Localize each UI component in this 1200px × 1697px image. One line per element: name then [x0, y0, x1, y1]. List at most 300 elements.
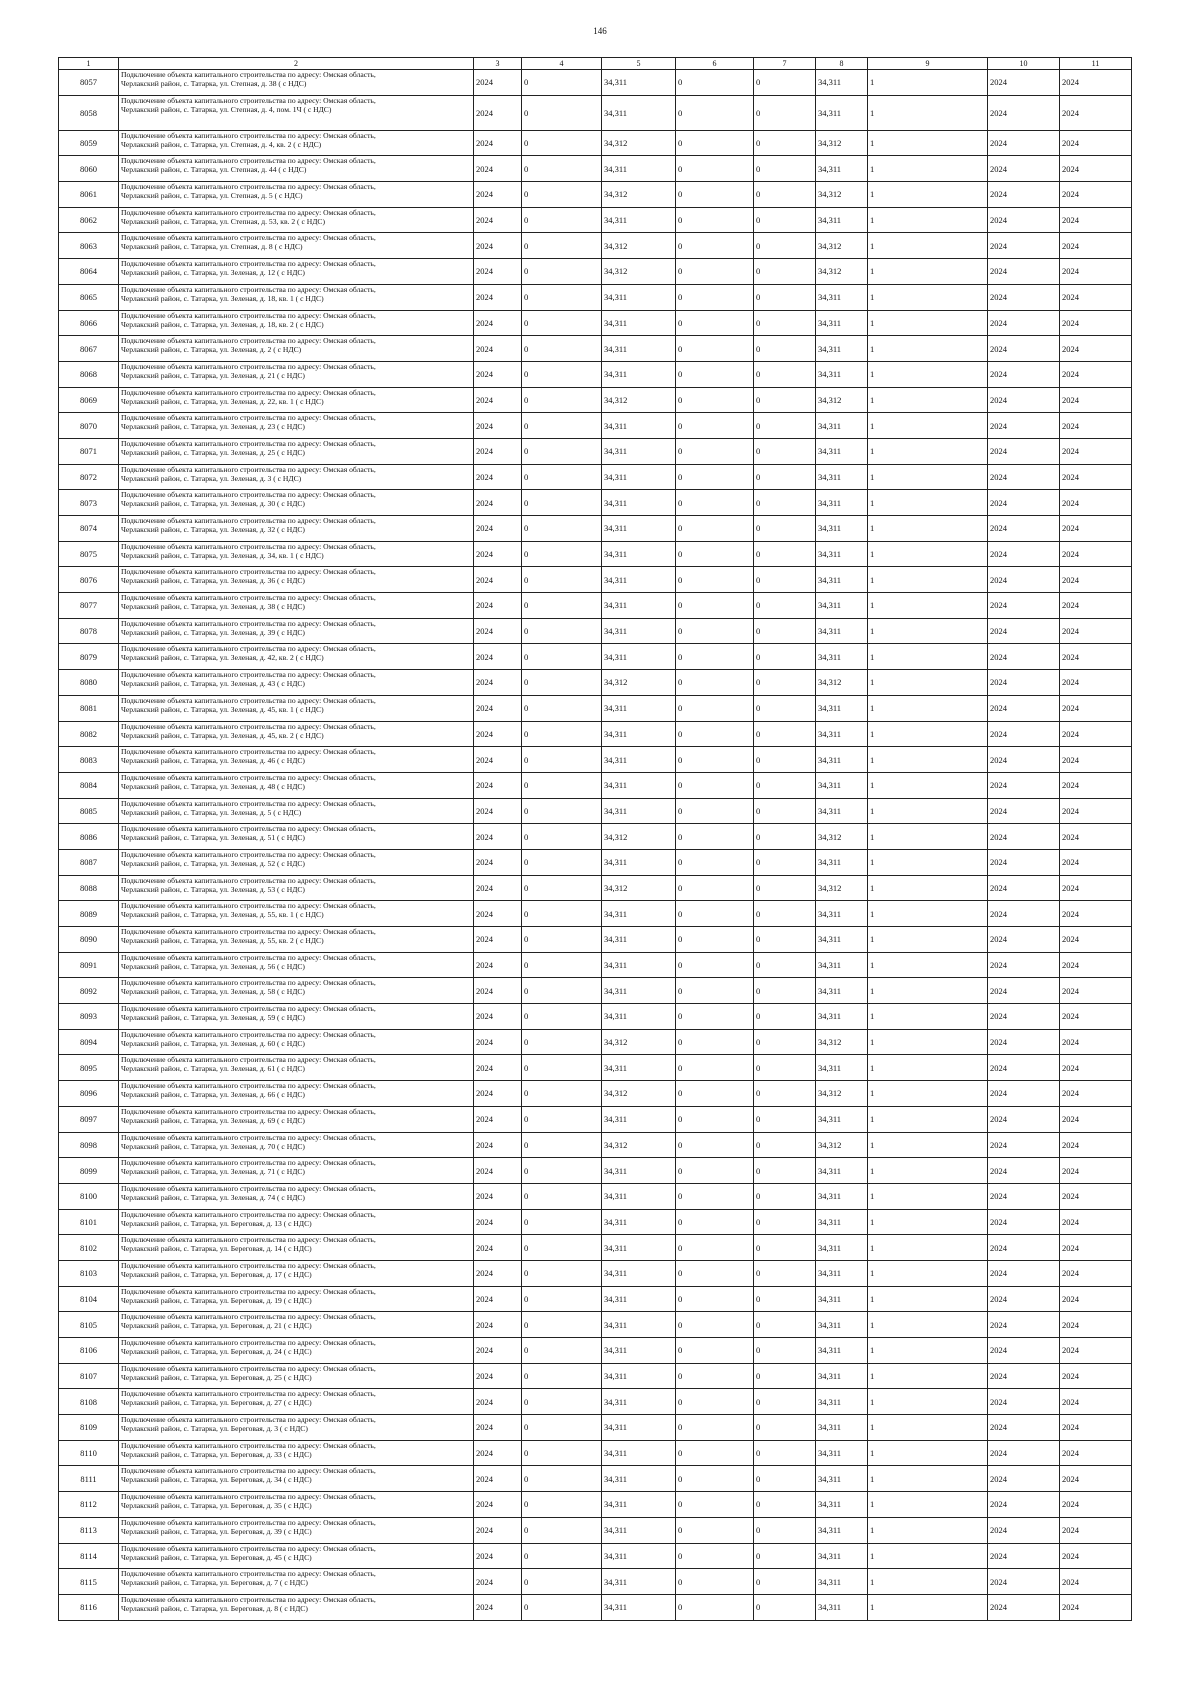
description-line-2: Черлакский район, с. Татарка, ул. Зеленая, д. 18, кв. 1 ( с НДС)	[121, 293, 324, 303]
description-cell	[119, 593, 474, 619]
value-cell-c6: 0	[676, 1363, 754, 1389]
value-cell-c7: 0	[754, 413, 816, 439]
table-row	[59, 1029, 1132, 1055]
value-cell-c10: 2024	[988, 644, 1060, 670]
value-cell-c10: 2024	[988, 70, 1060, 96]
value-cell-c6: 0	[676, 1440, 754, 1466]
description-line-1: Подключение объекта капитального строительства по адресу: Омская область,	[121, 618, 376, 628]
value-cell-c5: 34,311	[602, 1415, 676, 1441]
row-number-cell: 8099	[59, 1158, 119, 1184]
value-cell-c3: 2024	[474, 593, 522, 619]
value-cell-c5: 34,311	[602, 1389, 676, 1415]
value-cell-c4: 0	[522, 233, 602, 259]
value-cell-c7: 0	[754, 1569, 816, 1595]
value-cell-c9: 1	[868, 259, 988, 285]
row-number-cell: 8077	[59, 593, 119, 619]
table-row	[59, 70, 1132, 96]
value-cell-c3: 2024	[474, 1286, 522, 1312]
value-cell-c3: 2024	[474, 130, 522, 156]
row-number-cell: 8059	[59, 130, 119, 156]
value-cell-c3: 2024	[474, 1517, 522, 1543]
description-line-1: Подключение объекта капитального строительства по адресу: Омская область,	[121, 1415, 376, 1425]
value-cell-c8: 34,311	[816, 1055, 868, 1081]
description-line-1: Подключение объекта капитального строительства по адресу: Омская область,	[121, 1235, 376, 1245]
value-cell-c7: 0	[754, 1338, 816, 1364]
value-cell-c5: 34,311	[602, 361, 676, 387]
value-cell-c11: 2024	[1060, 1517, 1132, 1543]
value-cell-c8: 34,311	[816, 1492, 868, 1518]
value-cell-c11: 2024	[1060, 387, 1132, 413]
description-cell	[119, 1363, 474, 1389]
description-cell	[119, 1517, 474, 1543]
column-header: 3	[474, 58, 522, 70]
description-cell	[119, 1338, 474, 1364]
value-cell-c4: 0	[522, 1389, 602, 1415]
value-cell-c6: 0	[676, 824, 754, 850]
value-cell-c9: 1	[868, 1209, 988, 1235]
value-cell-c3: 2024	[474, 670, 522, 696]
value-cell-c3: 2024	[474, 70, 522, 96]
description-line-2: Черлакский район, с. Татарка, ул. Зеленая, д. 46 ( с НДС)	[121, 756, 305, 766]
row-number-cell: 8084	[59, 772, 119, 798]
value-cell-c5: 34,311	[602, 695, 676, 721]
value-cell-c5: 34,312	[602, 1132, 676, 1158]
table-row	[59, 95, 1132, 130]
value-cell-c9: 1	[868, 130, 988, 156]
value-cell-c10: 2024	[988, 156, 1060, 182]
value-cell-c8: 34,311	[816, 1517, 868, 1543]
value-cell-c11: 2024	[1060, 1569, 1132, 1595]
description-line-2: Черлакский район, с. Татарка, ул. Береговая, д. 19 ( с НДС)	[121, 1295, 312, 1305]
value-cell-c5: 34,311	[602, 70, 676, 96]
value-cell-c10: 2024	[988, 849, 1060, 875]
description-cell	[119, 413, 474, 439]
value-cell-c6: 0	[676, 644, 754, 670]
value-cell-c8: 34,312	[816, 670, 868, 696]
value-cell-c6: 0	[676, 1312, 754, 1338]
value-cell-c7: 0	[754, 207, 816, 233]
value-cell-c10: 2024	[988, 1158, 1060, 1184]
value-cell-c3: 2024	[474, 207, 522, 233]
value-cell-c7: 0	[754, 182, 816, 208]
value-cell-c7: 0	[754, 747, 816, 773]
value-cell-c3: 2024	[474, 310, 522, 336]
value-cell-c6: 0	[676, 1594, 754, 1620]
value-cell-c8: 34,311	[816, 95, 868, 130]
value-cell-c7: 0	[754, 1517, 816, 1543]
description-cell	[119, 978, 474, 1004]
value-cell-c5: 34,312	[602, 233, 676, 259]
row-number-cell: 8092	[59, 978, 119, 1004]
description-line-2: Черлакский район, с. Татарка, ул. Зеленая, д. 21 ( с НДС)	[121, 370, 305, 380]
value-cell-c5: 34,311	[602, 1338, 676, 1364]
value-cell-c4: 0	[522, 490, 602, 516]
value-cell-c3: 2024	[474, 1415, 522, 1441]
table-row	[59, 1363, 1132, 1389]
row-number-cell: 8089	[59, 901, 119, 927]
value-cell-c10: 2024	[988, 516, 1060, 542]
value-cell-c10: 2024	[988, 1055, 1060, 1081]
value-cell-c6: 0	[676, 1106, 754, 1132]
description-cell	[119, 1286, 474, 1312]
row-number-cell: 8114	[59, 1543, 119, 1569]
value-cell-c6: 0	[676, 95, 754, 130]
table-row	[59, 1492, 1132, 1518]
value-cell-c9: 1	[868, 207, 988, 233]
value-cell-c6: 0	[676, 593, 754, 619]
value-cell-c9: 1	[868, 695, 988, 721]
value-cell-c4: 0	[522, 95, 602, 130]
value-cell-c3: 2024	[474, 824, 522, 850]
value-cell-c11: 2024	[1060, 361, 1132, 387]
value-cell-c10: 2024	[988, 1569, 1060, 1595]
column-header: 7	[754, 58, 816, 70]
value-cell-c6: 0	[676, 130, 754, 156]
description-line-2: Черлакский район, с. Татарка, ул. Степная, д. 4, кв. 2 ( с НДС)	[121, 139, 322, 149]
value-cell-c3: 2024	[474, 1569, 522, 1595]
value-cell-c9: 1	[868, 927, 988, 953]
table-row	[59, 1106, 1132, 1132]
row-number-cell: 8082	[59, 721, 119, 747]
value-cell-c3: 2024	[474, 644, 522, 670]
description-cell	[119, 618, 474, 644]
value-cell-c4: 0	[522, 798, 602, 824]
description-line-1: Подключение объекта капитального строительства по адресу: Омская область,	[121, 207, 376, 217]
value-cell-c9: 1	[868, 978, 988, 1004]
value-cell-c10: 2024	[988, 464, 1060, 490]
value-cell-c9: 1	[868, 1440, 988, 1466]
value-cell-c9: 1	[868, 1235, 988, 1261]
value-cell-c4: 0	[522, 336, 602, 362]
value-cell-c4: 0	[522, 1517, 602, 1543]
value-cell-c6: 0	[676, 387, 754, 413]
description-cell	[119, 490, 474, 516]
value-cell-c11: 2024	[1060, 1081, 1132, 1107]
value-cell-c11: 2024	[1060, 1235, 1132, 1261]
column-header: 4	[522, 58, 602, 70]
value-cell-c9: 1	[868, 1415, 988, 1441]
value-cell-c4: 0	[522, 438, 602, 464]
description-line-1: Подключение объекта капитального строительства по адресу: Омская область,	[121, 541, 376, 551]
value-cell-c9: 1	[868, 644, 988, 670]
row-number-cell: 8064	[59, 259, 119, 285]
value-cell-c8: 34,312	[816, 875, 868, 901]
value-cell-c4: 0	[522, 1004, 602, 1030]
value-cell-c8: 34,312	[816, 824, 868, 850]
value-cell-c6: 0	[676, 1517, 754, 1543]
description-line-2: Черлакский район, с. Татарка, ул. Зеленая, д. 5 ( с НДС)	[121, 807, 302, 817]
value-cell-c7: 0	[754, 310, 816, 336]
value-cell-c4: 0	[522, 747, 602, 773]
value-cell-c8: 34,311	[816, 1106, 868, 1132]
value-cell-c4: 0	[522, 644, 602, 670]
value-cell-c4: 0	[522, 824, 602, 850]
value-cell-c4: 0	[522, 1466, 602, 1492]
table-row	[59, 1543, 1132, 1569]
description-line-2: Черлакский район, с. Татарка, ул. Степная, д. 5 ( с НДС)	[121, 191, 303, 201]
value-cell-c4: 0	[522, 1492, 602, 1518]
value-cell-c10: 2024	[988, 387, 1060, 413]
description-line-2: Черлакский район, с. Татарка, ул. Береговая, д. 39 ( с НДС)	[121, 1526, 312, 1536]
description-line-2: Черлакский район, с. Татарка, ул. Зеленая, д. 51 ( с НДС)	[121, 833, 305, 843]
value-cell-c10: 2024	[988, 233, 1060, 259]
value-cell-c7: 0	[754, 593, 816, 619]
value-cell-c3: 2024	[474, 695, 522, 721]
value-cell-c9: 1	[868, 1004, 988, 1030]
table-row	[59, 438, 1132, 464]
value-cell-c4: 0	[522, 1338, 602, 1364]
value-cell-c6: 0	[676, 772, 754, 798]
table-row	[59, 1466, 1132, 1492]
value-cell-c4: 0	[522, 1260, 602, 1286]
description-line-1: Подключение объекта капитального строительства по адресу: Омская область,	[121, 1466, 376, 1476]
row-number-cell: 8086	[59, 824, 119, 850]
value-cell-c6: 0	[676, 927, 754, 953]
value-cell-c10: 2024	[988, 1363, 1060, 1389]
row-number-cell: 8069	[59, 387, 119, 413]
value-cell-c5: 34,311	[602, 438, 676, 464]
description-cell	[119, 1055, 474, 1081]
description-line-2: Черлакский район, с. Татарка, ул. Зеленая, д. 71 ( с НДС)	[121, 1167, 305, 1177]
row-number-cell: 8103	[59, 1260, 119, 1286]
value-cell-c7: 0	[754, 1363, 816, 1389]
description-cell	[119, 1543, 474, 1569]
value-cell-c8: 34,311	[816, 1363, 868, 1389]
description-line-2: Черлакский район, с. Татарка, ул. Зеленая, д. 55, кв. 2 ( с НДС)	[121, 936, 324, 945]
value-cell-c4: 0	[522, 1106, 602, 1132]
value-cell-c8: 34,311	[816, 1286, 868, 1312]
value-cell-c5: 34,311	[602, 516, 676, 542]
value-cell-c7: 0	[754, 670, 816, 696]
value-cell-c3: 2024	[474, 1466, 522, 1492]
table-row	[59, 541, 1132, 567]
value-cell-c6: 0	[676, 1158, 754, 1184]
value-cell-c5: 34,311	[602, 1235, 676, 1261]
row-number-cell: 8100	[59, 1183, 119, 1209]
value-cell-c8: 34,311	[816, 361, 868, 387]
value-cell-c8: 34,311	[816, 952, 868, 978]
row-number-cell: 8113	[59, 1517, 119, 1543]
value-cell-c4: 0	[522, 1209, 602, 1235]
column-header: 2	[119, 58, 474, 70]
value-cell-c6: 0	[676, 464, 754, 490]
value-cell-c5: 34,312	[602, 1029, 676, 1055]
value-cell-c4: 0	[522, 310, 602, 336]
value-cell-c7: 0	[754, 798, 816, 824]
value-cell-c7: 0	[754, 1158, 816, 1184]
value-cell-c11: 2024	[1060, 156, 1132, 182]
table-row	[59, 644, 1132, 670]
value-cell-c8: 34,311	[816, 927, 868, 953]
value-cell-c6: 0	[676, 361, 754, 387]
description-line-2: Черлакский район, с. Татарка, ул. Зеленая, д. 74 ( с НДС)	[121, 1192, 305, 1202]
table-body	[59, 70, 1132, 1621]
value-cell-c6: 0	[676, 336, 754, 362]
description-line-2: Черлакский район, с. Татарка, ул. Береговая, д. 14 ( с НДС)	[121, 1244, 312, 1254]
value-cell-c6: 0	[676, 618, 754, 644]
row-number-cell: 8097	[59, 1106, 119, 1132]
description-line-1: Подключение объекта капитального строительства по адресу: Омская область,	[121, 1338, 376, 1347]
description-line-2: Черлакский район, с. Татарка, ул. Зеленая, д. 43 ( с НДС)	[121, 679, 305, 689]
description-cell	[119, 130, 474, 156]
value-cell-c7: 0	[754, 618, 816, 644]
value-cell-c11: 2024	[1060, 1594, 1132, 1620]
value-cell-c8: 34,311	[816, 490, 868, 516]
description-cell	[119, 644, 474, 670]
row-number-cell: 8068	[59, 361, 119, 387]
description-cell	[119, 1569, 474, 1595]
row-number-cell: 8093	[59, 1004, 119, 1030]
value-cell-c11: 2024	[1060, 695, 1132, 721]
value-cell-c9: 1	[868, 618, 988, 644]
value-cell-c9: 1	[868, 233, 988, 259]
row-number-cell: 8079	[59, 644, 119, 670]
column-header: 1	[59, 58, 119, 70]
row-number-cell: 8115	[59, 1569, 119, 1595]
value-cell-c4: 0	[522, 1440, 602, 1466]
value-cell-c8: 34,311	[816, 516, 868, 542]
value-cell-c6: 0	[676, 849, 754, 875]
description-cell	[119, 747, 474, 773]
value-cell-c7: 0	[754, 1260, 816, 1286]
value-cell-c9: 1	[868, 413, 988, 439]
value-cell-c10: 2024	[988, 310, 1060, 336]
value-cell-c7: 0	[754, 1312, 816, 1338]
description-cell	[119, 875, 474, 901]
value-cell-c5: 34,311	[602, 593, 676, 619]
description-cell	[119, 464, 474, 490]
row-number-cell: 8104	[59, 1286, 119, 1312]
value-cell-c7: 0	[754, 875, 816, 901]
value-cell-c8: 34,311	[816, 284, 868, 310]
value-cell-c7: 0	[754, 721, 816, 747]
value-cell-c7: 0	[754, 233, 816, 259]
value-cell-c4: 0	[522, 721, 602, 747]
row-number-cell: 8062	[59, 207, 119, 233]
value-cell-c5: 34,312	[602, 387, 676, 413]
value-cell-c10: 2024	[988, 875, 1060, 901]
value-cell-c4: 0	[522, 1158, 602, 1184]
description-line-1: Подключение объекта капитального строительства по адресу: Омская область,	[121, 1312, 376, 1322]
value-cell-c11: 2024	[1060, 207, 1132, 233]
description-line-1: Подключение объекта капитального строительства по адресу: Омская область,	[121, 259, 376, 269]
value-cell-c7: 0	[754, 772, 816, 798]
description-cell	[119, 336, 474, 362]
value-cell-c9: 1	[868, 952, 988, 978]
value-cell-c9: 1	[868, 593, 988, 619]
description-line-2: Черлакский район, с. Татарка, ул. Зеленая, д. 70 ( с НДС)	[121, 1141, 305, 1151]
row-number-cell: 8071	[59, 438, 119, 464]
table-row	[59, 1081, 1132, 1107]
value-cell-c8: 34,311	[816, 567, 868, 593]
table-row	[59, 182, 1132, 208]
value-cell-c3: 2024	[474, 1183, 522, 1209]
value-cell-c3: 2024	[474, 1312, 522, 1338]
description-line-2: Черлакский район, с. Татарка, ул. Береговая, д. 13 ( с НДС)	[121, 1218, 312, 1228]
table-row	[59, 284, 1132, 310]
value-cell-c7: 0	[754, 952, 816, 978]
value-cell-c3: 2024	[474, 259, 522, 285]
value-cell-c5: 34,312	[602, 182, 676, 208]
description-line-2: Черлакский район, с. Татарка, ул. Зеленая, д. 53 ( с НДС)	[121, 884, 305, 894]
description-line-1: Подключение объекта капитального строительства по адресу: Омская область,	[121, 95, 376, 105]
description-cell	[119, 901, 474, 927]
table-row	[59, 1158, 1132, 1184]
value-cell-c6: 0	[676, 1209, 754, 1235]
value-cell-c7: 0	[754, 130, 816, 156]
value-cell-c10: 2024	[988, 1235, 1060, 1261]
description-cell	[119, 1389, 474, 1415]
value-cell-c8: 34,312	[816, 1132, 868, 1158]
value-cell-c9: 1	[868, 361, 988, 387]
value-cell-c9: 1	[868, 182, 988, 208]
description-line-2: Черлакский район, с. Татарка, ул. Зеленая, д. 58 ( с НДС)	[121, 987, 305, 997]
value-cell-c3: 2024	[474, 438, 522, 464]
value-cell-c11: 2024	[1060, 593, 1132, 619]
value-cell-c4: 0	[522, 259, 602, 285]
column-header: 10	[988, 58, 1060, 70]
description-cell	[119, 1081, 474, 1107]
row-number-cell: 8088	[59, 875, 119, 901]
value-cell-c10: 2024	[988, 130, 1060, 156]
description-cell	[119, 824, 474, 850]
value-cell-c8: 34,311	[816, 798, 868, 824]
value-cell-c9: 1	[868, 849, 988, 875]
value-cell-c4: 0	[522, 1569, 602, 1595]
value-cell-c3: 2024	[474, 336, 522, 362]
description-line-1: Подключение объекта капитального строительства по адресу: Омская область,	[121, 1389, 376, 1399]
row-number-cell: 8110	[59, 1440, 119, 1466]
value-cell-c3: 2024	[474, 927, 522, 953]
value-cell-c5: 34,311	[602, 567, 676, 593]
row-number-cell: 8106	[59, 1338, 119, 1364]
value-cell-c10: 2024	[988, 438, 1060, 464]
row-number-cell: 8060	[59, 156, 119, 182]
value-cell-c3: 2024	[474, 952, 522, 978]
table-row	[59, 1260, 1132, 1286]
value-cell-c6: 0	[676, 1543, 754, 1569]
description-cell	[119, 1158, 474, 1184]
description-line-1: Подключение объекта капитального строительства по адресу: Омская область,	[121, 824, 376, 834]
value-cell-c9: 1	[868, 875, 988, 901]
value-cell-c11: 2024	[1060, 849, 1132, 875]
value-cell-c9: 1	[868, 310, 988, 336]
description-line-1: Подключение объекта капитального строительства по адресу: Омская область,	[121, 1158, 376, 1168]
description-line-2: Черлакский район, с. Татарка, ул. Зеленая, д. 3 ( с НДС)	[121, 473, 302, 483]
value-cell-c4: 0	[522, 772, 602, 798]
value-cell-c5: 34,312	[602, 259, 676, 285]
row-number-cell: 8074	[59, 516, 119, 542]
value-cell-c8: 34,311	[816, 1235, 868, 1261]
value-cell-c10: 2024	[988, 1106, 1060, 1132]
description-cell	[119, 207, 474, 233]
table-row	[59, 849, 1132, 875]
value-cell-c10: 2024	[988, 772, 1060, 798]
value-cell-c5: 34,311	[602, 978, 676, 1004]
value-cell-c7: 0	[754, 1286, 816, 1312]
value-cell-c3: 2024	[474, 1029, 522, 1055]
value-cell-c9: 1	[868, 1055, 988, 1081]
description-line-1: Подключение объекта капитального строительства по адресу: Омская область,	[121, 387, 376, 397]
value-cell-c5: 34,311	[602, 1466, 676, 1492]
description-cell	[119, 1260, 474, 1286]
description-cell	[119, 387, 474, 413]
value-cell-c4: 0	[522, 464, 602, 490]
value-cell-c6: 0	[676, 1466, 754, 1492]
value-cell-c8: 34,311	[816, 1338, 868, 1364]
value-cell-c9: 1	[868, 336, 988, 362]
value-cell-c7: 0	[754, 1004, 816, 1030]
